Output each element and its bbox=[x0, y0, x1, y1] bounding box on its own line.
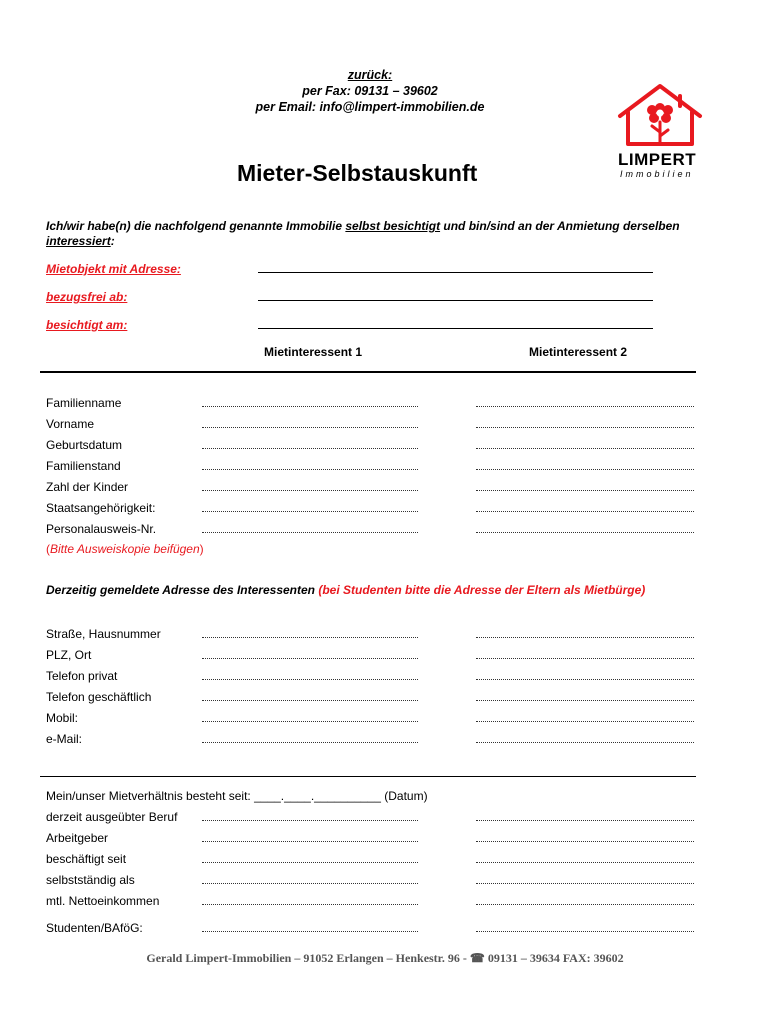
footer-contact bbox=[0, 951, 770, 966]
address-section-heading: Derzeitig gemeldete Adresse des Interessenten bbox=[46, 583, 315, 597]
house-with-flower-icon bbox=[614, 80, 706, 148]
applicant-1-field[interactable] bbox=[202, 511, 418, 512]
applicant-1-field[interactable] bbox=[202, 637, 418, 638]
section-divider bbox=[40, 776, 696, 777]
applicant-1-field[interactable] bbox=[202, 862, 418, 863]
form-row-familienstand bbox=[46, 459, 702, 475]
intro-underline1: selbst besichtigt bbox=[345, 219, 441, 233]
applicant-1-field[interactable] bbox=[202, 883, 418, 884]
applicant-1-field[interactable] bbox=[202, 448, 418, 449]
form-row-kinder bbox=[46, 480, 702, 496]
id-copy-note bbox=[46, 542, 204, 556]
tenancy-since-line[interactable] bbox=[46, 789, 428, 803]
note-open-paren: ( bbox=[46, 542, 50, 556]
return-label: zurück: bbox=[347, 68, 393, 82]
form-row-vorname bbox=[46, 417, 702, 433]
field-label: Studenten/BAföG: bbox=[46, 921, 143, 935]
form-row-beschaeftigt-seit bbox=[46, 852, 702, 868]
field-label: Geburtsdatum bbox=[46, 438, 123, 452]
intro-underline2: interessiert bbox=[46, 234, 111, 248]
form-row-strasse bbox=[46, 627, 702, 643]
field-label: e-Mail: bbox=[46, 732, 83, 746]
applicant-2-field[interactable] bbox=[476, 931, 694, 932]
form-row-plz-ort bbox=[46, 648, 702, 664]
applicant-1-field[interactable] bbox=[202, 658, 418, 659]
intro-text bbox=[46, 219, 686, 249]
field-label: Vorname bbox=[46, 417, 95, 431]
applicant-1-field[interactable] bbox=[202, 490, 418, 491]
applicant-2-field[interactable] bbox=[476, 511, 694, 512]
applicant-1-field[interactable] bbox=[202, 406, 418, 407]
viewed-on-label: besichtigt am: bbox=[46, 318, 128, 332]
footer-text-before: Gerald Limpert-Immobilien – 91052 Erlangen – Henkestr. 96 - bbox=[146, 951, 470, 965]
applicant-2-field[interactable] bbox=[476, 841, 694, 842]
applicant-1-field[interactable] bbox=[202, 721, 418, 722]
object-address-label: Mietobjekt mit Adresse: bbox=[46, 262, 181, 276]
form-row-geburtsdatum bbox=[46, 438, 702, 454]
applicant-1-field[interactable] bbox=[202, 469, 418, 470]
applicant-2-field[interactable] bbox=[476, 700, 694, 701]
note-text: Bitte Ausweiskopie beifügen bbox=[50, 542, 200, 556]
available-from-label: bezugsfrei ab: bbox=[46, 290, 128, 304]
date-hint: (Datum) bbox=[384, 789, 428, 803]
applicant-1-field[interactable] bbox=[202, 931, 418, 932]
column-header-applicant-1: Mietinteressent 1 bbox=[264, 345, 363, 359]
applicant-2-field[interactable] bbox=[476, 679, 694, 680]
field-label: beschäftigt seit bbox=[46, 852, 127, 866]
field-label: Personalausweis-Nr. bbox=[46, 522, 157, 536]
footer-text-after: 09131 – 39634 FAX: 39602 bbox=[484, 951, 624, 965]
section-divider bbox=[40, 371, 696, 373]
applicant-1-field[interactable] bbox=[202, 427, 418, 428]
field-label: Familienname bbox=[46, 396, 122, 410]
note-close-paren: ) bbox=[199, 542, 204, 556]
applicant-1-field[interactable] bbox=[202, 841, 418, 842]
applicant-2-field[interactable] bbox=[476, 883, 694, 884]
field-label: Mobil: bbox=[46, 711, 79, 725]
field-label: Straße, Hausnummer bbox=[46, 627, 161, 641]
applicant-1-field[interactable] bbox=[202, 679, 418, 680]
limpert-logo bbox=[612, 80, 708, 180]
form-row-email bbox=[46, 732, 702, 748]
form-row-telefon-privat bbox=[46, 669, 702, 685]
applicant-2-field[interactable] bbox=[476, 406, 694, 407]
applicant-1-field[interactable] bbox=[202, 700, 418, 701]
form-row-mobil bbox=[46, 711, 702, 727]
form-row-arbeitgeber bbox=[46, 831, 702, 847]
viewed-on-field[interactable] bbox=[258, 328, 653, 329]
field-label: Familienstand bbox=[46, 459, 121, 473]
applicant-1-field[interactable] bbox=[202, 742, 418, 743]
column-header-applicant-2: Mietinteressent 2 bbox=[529, 345, 628, 359]
intro-part3: : bbox=[110, 234, 115, 248]
applicant-2-field[interactable] bbox=[476, 427, 694, 428]
telephone-icon: ☎ bbox=[469, 951, 485, 965]
applicant-1-field[interactable] bbox=[202, 532, 418, 533]
field-label: Telefon privat bbox=[46, 669, 118, 683]
address-section-note: (bei Studenten bitte die Adresse der Eltern als Mietbürge) bbox=[318, 583, 646, 597]
applicant-2-field[interactable] bbox=[476, 904, 694, 905]
form-row-familienname bbox=[46, 396, 702, 412]
fax-line: per Fax: 09131 – 39602 bbox=[302, 84, 438, 98]
applicant-2-field[interactable] bbox=[476, 721, 694, 722]
field-label: PLZ, Ort bbox=[46, 648, 92, 662]
field-label: Zahl der Kinder bbox=[46, 480, 129, 494]
available-from-field[interactable] bbox=[258, 300, 653, 301]
field-label: derzeit ausgeübter Beruf bbox=[46, 810, 178, 824]
applicant-1-field[interactable] bbox=[202, 904, 418, 905]
form-row-telefon-geschaeftlich bbox=[46, 690, 702, 706]
applicant-2-field[interactable] bbox=[476, 469, 694, 470]
form-row-staatsangehoerigkeit bbox=[46, 501, 702, 517]
intro-part1: Ich/wir habe(n) die nachfolgend genannte Immobilie bbox=[46, 219, 346, 233]
applicant-2-field[interactable] bbox=[476, 490, 694, 491]
field-label: Arbeitgeber bbox=[46, 831, 109, 845]
field-label: Telefon geschäftlich bbox=[46, 690, 152, 704]
logo-name: LIMPERT bbox=[618, 150, 697, 169]
applicant-1-field[interactable] bbox=[202, 820, 418, 821]
applicant-2-field[interactable] bbox=[476, 658, 694, 659]
logo-subtitle: Immobilien bbox=[620, 169, 694, 179]
applicant-2-field[interactable] bbox=[476, 862, 694, 863]
applicant-2-field[interactable] bbox=[476, 448, 694, 449]
form-row-beruf bbox=[46, 810, 702, 826]
field-label: selbstständig als bbox=[46, 873, 135, 887]
applicant-2-field[interactable] bbox=[476, 742, 694, 743]
applicant-2-field[interactable] bbox=[476, 637, 694, 638]
tenancy-text: Mein/unser Mietverhältnis besteht seit: ____.____.__________ bbox=[46, 789, 381, 803]
applicant-2-field[interactable] bbox=[476, 820, 694, 821]
form-row-bafoeg bbox=[46, 921, 702, 937]
applicant-2-field[interactable] bbox=[476, 532, 694, 533]
intro-part2: und bin/sind an der Anmietung derselben bbox=[440, 219, 680, 233]
form-row-personalausweis bbox=[46, 522, 702, 538]
object-address-field[interactable] bbox=[258, 272, 653, 273]
page-title: Mieter-Selbstauskunft bbox=[237, 160, 478, 186]
form-row-selbststaendig bbox=[46, 873, 702, 889]
form-row-nettoeinkommen bbox=[46, 894, 702, 910]
field-label: mtl. Nettoeinkommen bbox=[46, 894, 160, 908]
email-line: per Email: info@limpert-immobilien.de bbox=[255, 100, 485, 114]
address-section-title bbox=[46, 583, 645, 597]
field-label: Staatsangehörigkeit: bbox=[46, 501, 156, 515]
